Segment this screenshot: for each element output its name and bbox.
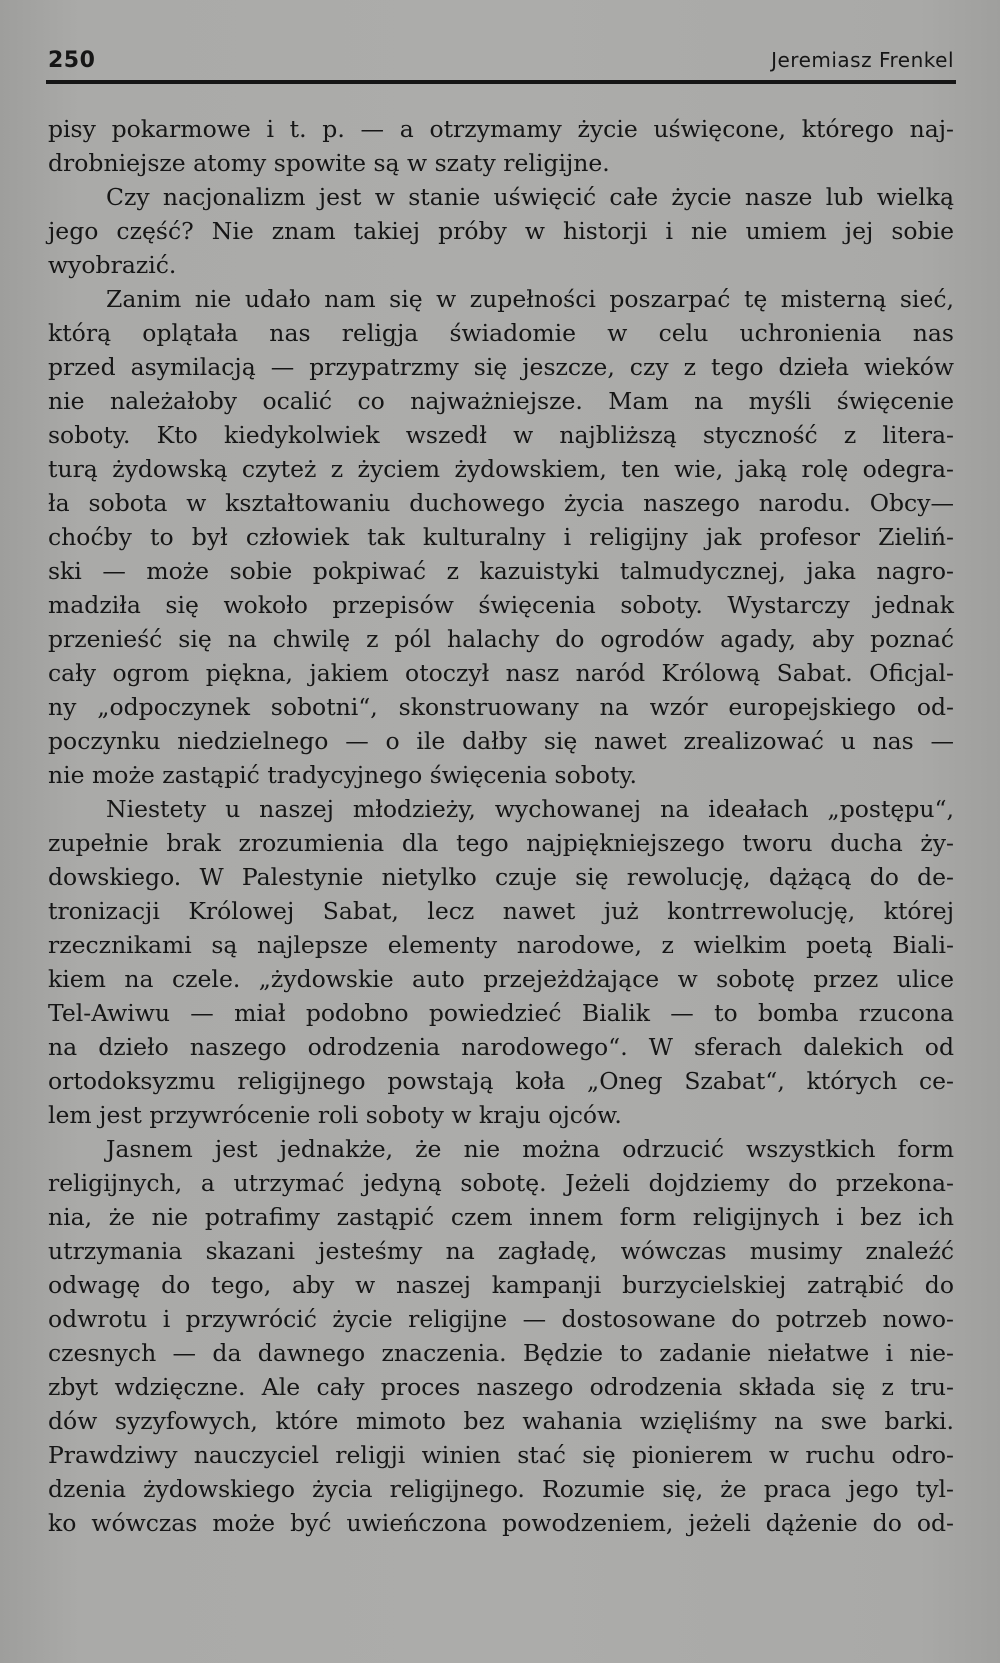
text-line: dzenia żydowskiego życia religijnego. Rozumie się, że praca jego tyl- bbox=[48, 1475, 954, 1503]
page-header bbox=[48, 44, 954, 84]
text-line: ła sobota w kształtowaniu duchowego życia naszego narodu. Obcy— bbox=[48, 489, 954, 517]
text-line: odwagę do tego, aby w naszej kampanji burzycielskiej zatrąbić do bbox=[48, 1271, 954, 1299]
text-line: Prawdziwy nauczyciel religji winien stać się pionierem w ruchu odro- bbox=[48, 1441, 954, 1469]
text-line: przenieść się na chwilę z pól halachy do ogrodów agady, aby poznać bbox=[48, 625, 954, 653]
text-line: religijnych, a utrzymać jedyną sobotę. Jeżeli dojdziemy do przekona- bbox=[48, 1169, 954, 1197]
text-line: którą oplątała nas religja świadomie w celu uchronienia nas bbox=[48, 319, 954, 347]
text-line: Tel-Awiwu — miał podobno powiedzieć Bialik — to bomba rzucona bbox=[48, 999, 954, 1027]
text-line: Jasnem jest jednakże, że nie można odrzucić wszystkich form bbox=[106, 1135, 954, 1163]
text-line: soboty. Kto kiedykolwiek wszedł w najbliższą styczność z litera- bbox=[48, 421, 954, 449]
text-line: zupełnie brak zrozumienia dla tego najpiękniejszego tworu ducha ży- bbox=[48, 829, 954, 857]
text-line: turą żydowską czyteż z życiem żydowskiem, ten wie, jaką rolę odegra- bbox=[48, 455, 954, 483]
text-line: kiem na czele. „żydowskie auto przejeżdżające w sobotę przez ulice bbox=[48, 965, 954, 993]
text-line: drobniejsze atomy spowite są w szaty religijne. bbox=[48, 149, 610, 177]
text-line: jego część? Nie znam takiej próby w historji i nie umiem jej sobie bbox=[48, 217, 954, 245]
text-line: odwrotu i przywrócić życie religijne — dostosowane do potrzeb nowo- bbox=[48, 1305, 954, 1333]
text-line: czesnych — da dawnego znaczenia. Będzie to zadanie niełatwe i nie- bbox=[48, 1339, 954, 1367]
running-head-author: Jeremiasz Frenkel bbox=[771, 48, 954, 72]
text-line: wyobrazić. bbox=[48, 251, 177, 279]
text-line: nia, że nie potrafimy zastąpić czem innem form religijnych i bez ich bbox=[48, 1203, 954, 1231]
text-line: pisy pokarmowe i t. p. — a otrzymamy życie uświęcone, którego naj- bbox=[48, 115, 954, 143]
text-line: ski — może sobie pokpiwać z kazuistyki talmudycznej, jaka nagro- bbox=[48, 557, 954, 585]
text-line: przed asymilacją — przypatrzmy się jeszcze, czy z tego dzieła wieków bbox=[48, 353, 954, 381]
text-line: ko wówczas może być uwieńczona powodzeniem, jeżeli dążenie do od- bbox=[48, 1509, 954, 1537]
text-line: Czy nacjonalizm jest w stanie uświęcić całe życie nasze lub wielką bbox=[106, 183, 954, 211]
text-line: choćby to był człowiek tak kulturalny i religijny jak profesor Zieliń- bbox=[48, 523, 954, 551]
text-line: na dzieło naszego odrodzenia narodowego“. W sferach dalekich od bbox=[48, 1033, 954, 1061]
header-rule bbox=[46, 80, 956, 84]
text-line: dów syzyfowych, które mimoto bez wahania wzięliśmy na swe barki. bbox=[48, 1407, 954, 1435]
text-line: lem jest przywrócenie roli soboty w kraju ojców. bbox=[48, 1101, 622, 1129]
text-line: ortodoksyzmu religijnego powstają koła „Oneg Szabat“, których ce- bbox=[48, 1067, 954, 1095]
text-line: utrzymania skazani jesteśmy na zagładę, wówczas musimy znaleźć bbox=[48, 1237, 954, 1265]
text-line: nie należałoby ocalić co najważniejsze. Mam na myśli święcenie bbox=[48, 387, 954, 415]
text-line: nie może zastąpić tradycyjnego święcenia soboty. bbox=[48, 761, 638, 789]
text-line: madziła się wokoło przepisów święcenia soboty. Wystarczy jednak bbox=[48, 591, 954, 619]
text-line: dowskiego. W Palestynie nietylko czuje się rewolucję, dążącą do de- bbox=[48, 863, 954, 891]
body-text bbox=[48, 112, 954, 1540]
text-line: zbyt wdzięczne. Ale cały proces naszego odrodzenia składa się z tru- bbox=[48, 1373, 954, 1401]
text-line: poczynku niedzielnego — o ile dałby się nawet zrealizować u nas — bbox=[48, 727, 954, 755]
page-number: 250 bbox=[48, 48, 96, 73]
text-line: Zanim nie udało nam się w zupełności poszarpać tę misterną sieć, bbox=[106, 285, 954, 313]
text-line: rzecznikami są najlepsze elementy narodowe, z wielkim poetą Biali- bbox=[48, 931, 954, 959]
text-line: Niestety u naszej młodzieży, wychowanej na ideałach „postępu“, bbox=[106, 795, 954, 823]
text-line: ny „odpoczynek sobotni“, skonstruowany na wzór europejskiego od- bbox=[48, 693, 954, 721]
text-line: cały ogrom piękna, jakiem otoczył nasz naród Królową Sabat. Oficjal- bbox=[48, 659, 954, 687]
text-line: tronizacji Królowej Sabat, lecz nawet już kontrrewolucję, której bbox=[48, 897, 954, 925]
